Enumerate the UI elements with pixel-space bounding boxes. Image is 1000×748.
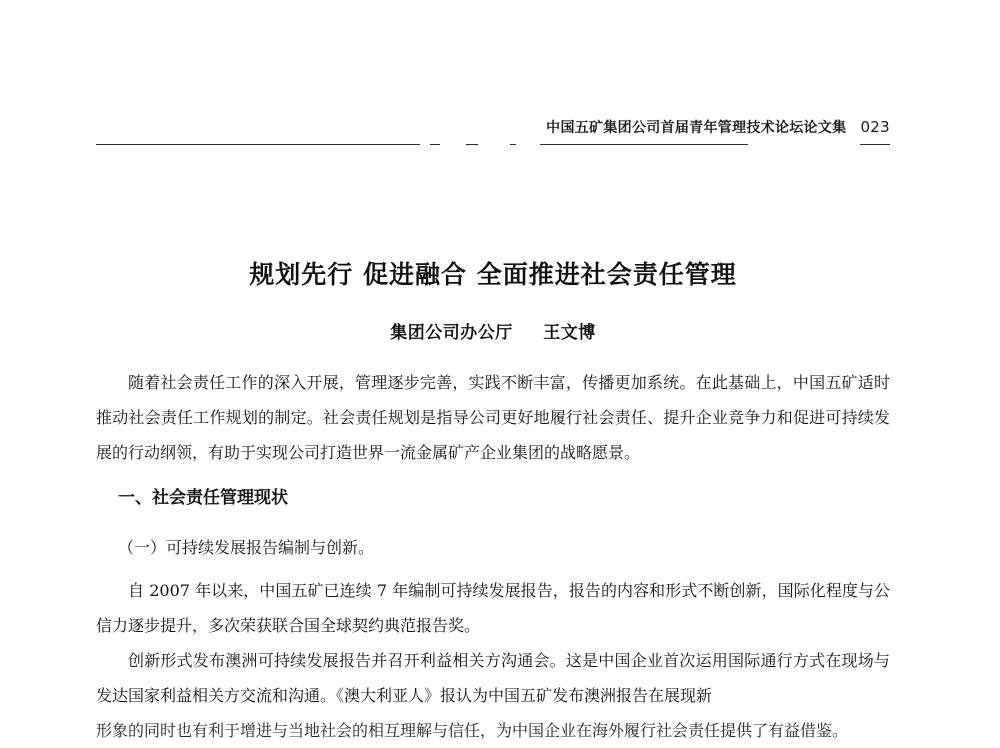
body-paragraph-continued — [96, 643, 890, 748]
section-heading: 一、社会责任管理现状 — [118, 488, 288, 508]
rule-gap — [748, 143, 860, 146]
running-header — [96, 115, 890, 139]
byline — [96, 318, 890, 343]
running-header-title: 中国五矿集团公司首届青年管理技术论坛论文集 — [546, 120, 847, 136]
rule-gap — [420, 143, 430, 146]
body-paragraph-cut-line: 形象的同时也有利于增进与当地社会的相互理解与信任，为中国企业在海外履行社会责任提供了有益借鉴。 — [96, 721, 849, 740]
rule-gap — [516, 143, 540, 146]
subsection-heading: （一）可持续发展报告编制与创新。 — [118, 538, 375, 557]
rule-gap — [478, 143, 510, 146]
body-paragraph-text: 创新形式发布澳洲可持续发展报告并召开利益相关方沟通会。这是中国企业首次运用国际通行方式在现场与发达国家利益相关方交流和沟通。《澳大利亚人》报认为中国五矿发布澳洲报告在展现新 — [96, 651, 890, 705]
page-number: 023 — [860, 118, 890, 136]
intro-paragraph: 随着社会责任工作的深入开展，管理逐步完善，实践不断丰富，传播更加系统。在此基础上，中国五矿适时推动社会责任工作规划的制定。社会责任规划是指导公司更好地履行社会责任、提升企业竞争力和促进可持续发展的行动纲领，有助于实现公司打造世界一流金属矿产企业集团的战略愿景。 — [96, 373, 890, 462]
body-paragraph: 自 2007 年以来，中国五矿已连续 7 年编制可持续发展报告，报告的内容和形式不断创新，国际化程度与公信力逐步提升，多次荣获联合国全球契约典范报告奖。 — [96, 581, 890, 635]
author-name: 王文博 — [543, 323, 596, 343]
rule-gap — [440, 143, 466, 146]
article-title: 规划先行 促进融合 全面推进社会责任管理 — [249, 260, 737, 289]
author-department: 集团公司办公厅 — [390, 323, 513, 343]
